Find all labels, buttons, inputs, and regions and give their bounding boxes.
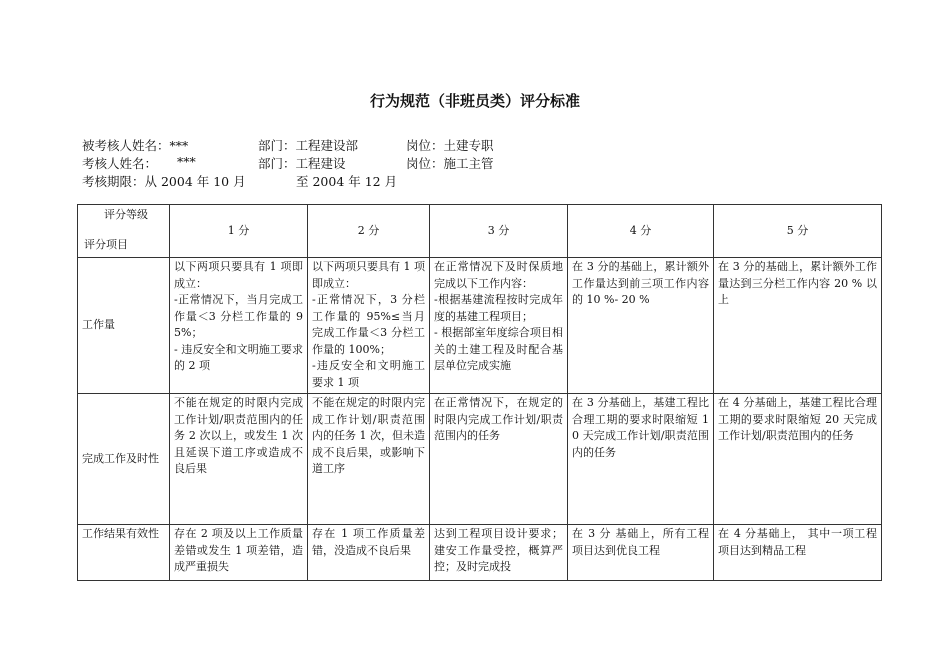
- table-cell: 在 3 分的基础上，累计额外工作量达到前三项工作内容的 10 %- 20 %: [568, 258, 714, 394]
- examiner-post: 岗位：施工主管: [406, 156, 494, 171]
- table-cell: 不能在规定的时限内完成工作计划/职责范围内的任务 2 次以上，或发生 1 次且延误下道工序或造成不良后果: [170, 394, 308, 525]
- table-cell: 存在 2 项及以上工作质量差错或发生 1 项差错，造成严重损失: [170, 525, 308, 581]
- table-cell: 以下两项只要具有 1 项即成立： -正常情况下，当月完成工作量＜3 分栏工作量的 95%； - 违反安全和文明施工要求的 2 项: [170, 258, 308, 394]
- column-header: 3 分: [430, 205, 568, 258]
- examiner-name-value: ***: [177, 154, 196, 169]
- table-cell: 在正常情况下及时保质地完成以下工作内容： -根据基建流程按时完成年度的基建工程项目； - 根据部室年度综合项目相关的土建工程及时配合基层单位完成实施: [430, 258, 568, 394]
- column-header: 5 分: [714, 205, 882, 258]
- scoring-table: [77, 204, 882, 581]
- table-cell: 达到工程项目设计要求；建安工作量受控，概算严控；及时完成投: [430, 525, 568, 581]
- table-cell: 在 3 分基础上，基建工程比合理工期的要求时限缩短 10 天完成工作计划/职责范围内的任务: [568, 394, 714, 525]
- column-header: 4 分: [568, 205, 714, 258]
- table-cell: 在 3 分 基础上，所有工程项目达到优良工程: [568, 525, 714, 581]
- examiner-department: 部门：工程建设: [258, 156, 346, 171]
- table-row: [78, 394, 882, 525]
- table-header-row: [78, 205, 882, 258]
- corner-cell: [78, 205, 170, 258]
- examinee-department: 部门：工程建设部: [258, 138, 359, 153]
- table-row: [78, 525, 882, 581]
- column-header: 2 分: [308, 205, 430, 258]
- row-item-label: 工作量: [78, 258, 170, 394]
- row-item-label: 工作结果有效性: [78, 525, 170, 581]
- table-cell: 在 4 分基础上，基建工程比合理工期的要求时限缩短 20 天完成工作计划/职责范围内的任务: [714, 394, 882, 525]
- table-cell: 以下两项只要具有 1 项即成立： -正常情况下，3 分栏工作量的 95%≤当月完成工作量＜3 分栏工作量的 100%； -违反安全和文明施工要求 1 项: [308, 258, 430, 394]
- table-cell: 存在 1 项工作质量差错，没造成不良后果: [308, 525, 430, 581]
- table-row: [78, 258, 882, 394]
- examinee-name: 被考核人姓名：***: [82, 138, 189, 153]
- corner-item-label: 评分项目: [84, 237, 128, 251]
- table-cell: 在正常情况下，在规定的时限内完成工作计划/职责范围内的任务: [430, 394, 568, 525]
- row-item-label: 完成工作及时性: [78, 394, 170, 525]
- table-cell: 在 3 分的基础上，累计额外工作量达到三分栏工作内容 20 % 以上: [714, 258, 882, 394]
- examiner-name-label: 考核人姓名：: [82, 156, 158, 171]
- table-cell: 不能在规定的时限内完成工作计划/职责范围内的任务 1 次，但未造成不良后果，或影响下道工序: [308, 394, 430, 525]
- column-header: 1 分: [170, 205, 308, 258]
- examinee-post: 岗位：土建专职: [406, 138, 494, 153]
- page-title: 行为规范（非班员类）评分标准: [369, 92, 580, 110]
- period-from: 考核期限：从 2004 年 10 月: [82, 174, 246, 189]
- table-cell: 在 4 分基础上， 其中一项工程项目达到精品工程: [714, 525, 882, 581]
- period-to: 至 2004 年 12 月: [296, 174, 398, 189]
- corner-grade-label: 评分等级: [104, 208, 148, 221]
